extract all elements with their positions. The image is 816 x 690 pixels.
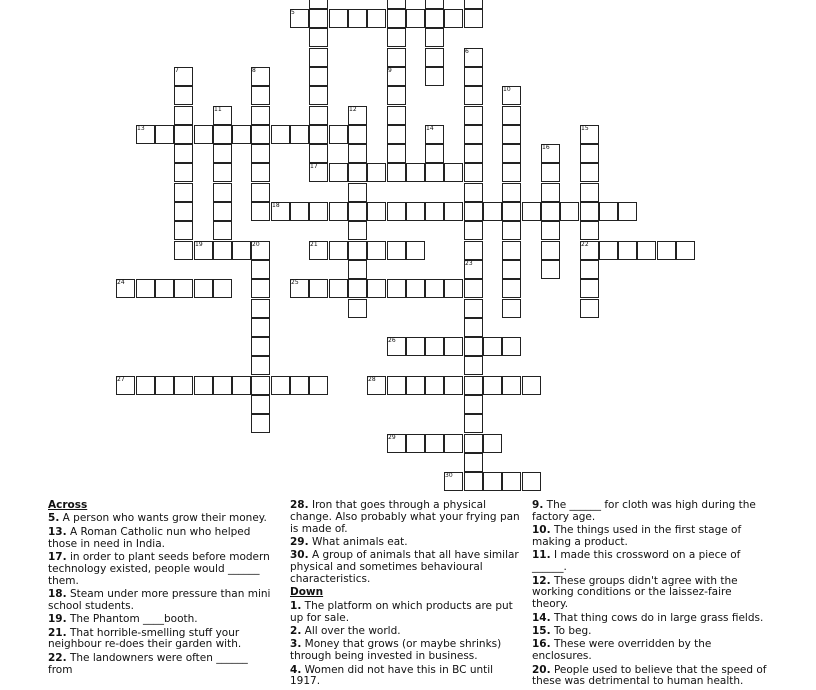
grid-cell[interactable] [425,144,444,163]
clue-down-12: 12. These groups didn't agree with the working conditions or the laissez-faire theory. [532,574,738,611]
grid-cell[interactable] [502,163,521,182]
grid-cell[interactable] [425,67,444,86]
grid-cell[interactable] [213,202,232,221]
grid-cell[interactable] [251,144,270,163]
grid-cell[interactable] [580,299,599,318]
grid-cell[interactable] [174,183,193,202]
across-heading: Across [48,499,88,511]
grid-cell[interactable] [251,260,270,279]
grid-cell[interactable] [213,144,232,163]
grid-cell[interactable] [251,376,270,395]
grid-cell[interactable] [502,183,521,202]
grid-number: 21 [310,241,318,248]
grid-cell[interactable] [329,125,348,144]
grid-cell[interactable] [580,183,599,202]
grid-cell[interactable] [502,125,521,144]
grid-cell[interactable] [174,144,193,163]
grid-number: 14 [426,125,434,132]
clue-down-3: 3. Money that grows (or maybe shrinks) through being invested in business. [290,638,502,663]
grid-cell[interactable] [580,221,599,240]
grid-number: 20 [252,241,260,248]
grid-cell[interactable] [387,9,406,28]
grid-cell[interactable] [387,163,406,182]
grid-cell[interactable] [213,183,232,202]
grid-cell[interactable] [309,86,328,105]
grid-cell[interactable] [251,86,270,105]
grid-cell[interactable] [464,86,483,105]
grid-cell[interactable] [348,221,367,240]
grid-cell[interactable] [251,106,270,125]
grid-cell[interactable] [464,395,483,414]
grid-cell[interactable] [309,67,328,86]
grid-cell[interactable] [464,67,483,86]
grid-cell[interactable] [502,299,521,318]
grid-cell[interactable] [464,163,483,182]
grid-cell[interactable] [483,434,502,453]
grid-cell[interactable] [502,279,521,298]
grid-cell[interactable] [502,376,521,395]
grid-cell[interactable] [657,241,676,260]
grid-cell[interactable] [348,183,367,202]
clue-down-15: 15. To beg. [532,624,592,637]
clue-across-18: 18. Steam under more pressure than mini school students. [48,587,271,612]
grid-cell[interactable] [174,202,193,221]
grid-cell[interactable] [213,376,232,395]
grid-cell[interactable] [618,241,637,260]
grid-cell[interactable] [367,163,386,182]
grid-number: 8 [252,67,256,74]
grid-cell[interactable] [502,472,521,491]
clue-across-5: 5. A person who wants grow their money. [48,512,267,525]
clue-down-10: 10. The things used in the first stage of making a product. [532,524,742,548]
grid-cell[interactable] [194,125,213,144]
grid-cell[interactable] [464,241,483,260]
grid-cell[interactable] [406,241,425,260]
grid-cell[interactable] [464,299,483,318]
grid-cell[interactable] [425,48,444,67]
grid-cell[interactable] [406,9,425,28]
grid-cell[interactable] [444,337,463,356]
grid-cell[interactable] [387,241,406,260]
grid-cell[interactable] [464,434,483,453]
grid-cell[interactable] [155,376,174,395]
grid-cell[interactable] [387,0,406,9]
grid-cell[interactable] [232,241,251,260]
grid-cell[interactable] [464,279,483,298]
grid-cell[interactable] [406,376,425,395]
grid-cell[interactable] [348,163,367,182]
grid-cell[interactable] [367,279,386,298]
grid-cell[interactable] [425,28,444,47]
grid-cell[interactable] [251,279,270,298]
grid-cell[interactable] [251,356,270,375]
grid-cell[interactable] [425,279,444,298]
clue-down-16: 16. These were overridden by the enclosures. [532,638,712,663]
grid-cell[interactable] [387,48,406,67]
grid-cell[interactable] [329,279,348,298]
grid-cell[interactable] [502,106,521,125]
grid-cell[interactable] [348,241,367,260]
grid-cell[interactable] [348,279,367,298]
grid-cell[interactable] [406,163,425,182]
grid-cell[interactable] [444,279,463,298]
grid-cell[interactable] [580,279,599,298]
grid-number: 16 [542,144,550,151]
grid-cell[interactable] [464,356,483,375]
grid-number: 30 [445,472,453,479]
grid-cell[interactable] [425,163,444,182]
grid-cell[interactable] [387,106,406,125]
grid-cell[interactable] [232,376,251,395]
grid-number: 22 [581,241,589,248]
grid-cell[interactable] [329,163,348,182]
grid-cell[interactable] [483,472,502,491]
grid-cell[interactable] [464,144,483,163]
grid-cell[interactable] [406,279,425,298]
grid-cell[interactable] [174,125,193,144]
grid-cell[interactable] [174,376,193,395]
grid-cell[interactable] [464,337,483,356]
grid-cell[interactable] [174,86,193,105]
grid-cell[interactable] [251,318,270,337]
clue-down-1: 1. The platform on which products are put up for sale. [290,599,513,624]
grid-cell[interactable] [155,279,174,298]
grid-cell[interactable] [541,183,560,202]
grid-cell[interactable] [464,0,483,9]
grid-cell[interactable] [580,144,599,163]
grid-cell[interactable] [194,376,213,395]
grid-cell[interactable] [387,279,406,298]
grid-cell[interactable] [251,163,270,182]
grid-cell[interactable] [599,202,618,221]
grid-cell[interactable] [541,202,560,221]
grid-cell[interactable] [290,376,309,395]
grid-number: 10 [503,86,511,93]
grid-cell[interactable] [329,9,348,28]
grid-number: 11 [214,106,222,113]
clue-down-14: 14. That thing cows do in large grass fields. [532,611,764,624]
grid-cell[interactable] [174,106,193,125]
grid-cell[interactable] [444,376,463,395]
grid-cell[interactable] [329,202,348,221]
grid-cell[interactable] [387,28,406,47]
grid-cell[interactable] [502,241,521,260]
grid-cell[interactable] [309,0,328,9]
grid-number: 24 [117,279,125,286]
grid-cell[interactable] [541,221,560,240]
grid-cell[interactable] [348,144,367,163]
grid-cell[interactable] [251,125,270,144]
grid-cell[interactable] [425,9,444,28]
grid-cell[interactable] [174,241,193,260]
grid-cell[interactable] [464,202,483,221]
grid-cell[interactable] [136,376,155,395]
clue-down-9: 9. The ______ for cloth was high during the factory age. [532,499,756,523]
grid-cell[interactable] [387,125,406,144]
grid-cell[interactable] [251,395,270,414]
grid-cell[interactable] [483,337,502,356]
grid-number: 12 [349,106,357,113]
grid-number: 19 [195,241,203,248]
grid-cell[interactable] [387,86,406,105]
grid-cell[interactable] [560,202,579,221]
clue-across-22: 22. The landowners were often ______ from [48,651,248,676]
clue-down-4: 4. Women did not have this in BC until 1917. [290,663,494,688]
grid-number: 13 [137,125,145,132]
grid-cell[interactable] [444,9,463,28]
grid-cell[interactable] [213,163,232,182]
grid-cell[interactable] [251,202,270,221]
clue-across-21: 21. That horrible-smelling stuff your neighbour re-does their garden with. [48,626,242,651]
grid-cell[interactable] [194,279,213,298]
clue-across-29: 29. What animals eat. [290,535,408,548]
grid-cell[interactable] [464,106,483,125]
grid-number: 26 [388,337,396,344]
grid-cell[interactable] [290,125,309,144]
grid-cell[interactable] [444,434,463,453]
clue-across-13: 13. A Roman Catholic nun who helped those in need in India. [48,525,251,550]
grid-number: 15 [581,125,589,132]
grid-number: 6 [465,48,469,55]
grid-cell[interactable] [406,434,425,453]
grid-number: 7 [175,67,179,74]
grid-number: 23 [465,260,473,267]
clue-across-19: 19. The Phantom ____booth. [48,613,198,626]
grid-cell[interactable] [502,260,521,279]
grid-cell[interactable] [580,163,599,182]
grid-cell[interactable] [309,144,328,163]
clue-across-28: 28. Iron that goes through a physical change. Also probably what your frying pan is made of. [290,499,520,535]
grid-cell[interactable] [464,472,483,491]
grid-cell[interactable] [483,376,502,395]
grid-cell[interactable] [309,106,328,125]
grid-cell[interactable] [502,202,521,221]
clue-across-17: 17. in order to plant seeds before modern technology existed, people would ______ them. [48,550,270,587]
grid-cell[interactable] [406,337,425,356]
grid-number: 29 [388,434,396,441]
grid-cell[interactable] [464,221,483,240]
grid-cell[interactable] [618,202,637,221]
grid-cell[interactable] [483,202,502,221]
grid-cell[interactable] [309,28,328,47]
grid-cell[interactable] [213,279,232,298]
grid-cell[interactable] [136,279,155,298]
grid-cell[interactable] [406,202,425,221]
grid-number: 25 [291,279,299,286]
grid-cell[interactable] [367,9,386,28]
grid-cell[interactable] [522,202,541,221]
grid-cell[interactable] [367,241,386,260]
down-heading: Down [290,586,324,599]
clue-down-20: 20. People used to believe that the speed of these was detrimental to human health. [532,663,767,688]
grid-cell[interactable] [599,241,618,260]
grid-cell[interactable] [348,202,367,221]
grid-cell[interactable] [502,337,521,356]
grid-cell[interactable] [502,221,521,240]
grid-cell[interactable] [348,260,367,279]
clue-down-2: 2. All over the world. [290,624,401,637]
clues-column-1 [48,500,274,678]
grid-cell[interactable] [174,221,193,240]
grid-cell[interactable] [348,125,367,144]
grid-cell[interactable] [541,260,560,279]
grid-cell[interactable] [174,163,193,182]
grid-number: 17 [310,163,318,170]
grid-cell[interactable] [329,241,348,260]
clue-across-30: 30. A group of animals that all have similar physical and sometimes behavioural characteristics. [290,549,519,585]
grid-cell[interactable] [425,434,444,453]
grid-cell[interactable] [271,125,290,144]
grid-number: 27 [117,376,125,383]
grid-cell[interactable] [541,241,560,260]
grid-cell[interactable] [367,202,386,221]
grid-cell[interactable] [309,125,328,144]
grid-cell[interactable] [425,0,444,9]
grid-cell[interactable] [348,9,367,28]
clues-column-3 [532,500,768,690]
grid-cell[interactable] [464,318,483,337]
grid-cell[interactable] [425,202,444,221]
grid-cell[interactable] [444,202,463,221]
grid-cell[interactable] [444,163,463,182]
grid-number: 9 [388,67,392,74]
grid-cell[interactable] [464,414,483,433]
grid-cell[interactable] [251,414,270,433]
grid-cell[interactable] [464,125,483,144]
grid-cell[interactable] [522,376,541,395]
grid-cell[interactable] [387,376,406,395]
grid-cell[interactable] [251,183,270,202]
grid-number: 28 [368,376,376,383]
grid-cell[interactable] [290,202,309,221]
grid-cell[interactable] [387,144,406,163]
grid-cell[interactable] [464,453,483,472]
grid-cell[interactable] [232,125,251,144]
grid-cell[interactable] [502,144,521,163]
grid-cell[interactable] [580,260,599,279]
grid-cell[interactable] [464,376,483,395]
grid-cell[interactable] [309,48,328,67]
grid-cell[interactable] [251,299,270,318]
grid-number: 18 [272,202,280,209]
grid-cell[interactable] [541,163,560,182]
grid-cell[interactable] [522,472,541,491]
grid-cell[interactable] [271,376,290,395]
grid-cell[interactable] [213,241,232,260]
grid-cell[interactable] [464,9,483,28]
grid-cell[interactable] [213,125,232,144]
grid-cell[interactable] [425,337,444,356]
grid-cell[interactable] [309,376,328,395]
grid-cell[interactable] [213,221,232,240]
grid-number: 5 [291,9,295,16]
grid-cell[interactable] [387,202,406,221]
grid-cell[interactable] [580,202,599,221]
grid-cell[interactable] [637,241,656,260]
clue-down-11: 11. I made this crossword on a piece of ______. [532,549,741,574]
grid-cell[interactable] [464,183,483,202]
grid-cell[interactable] [676,241,695,260]
grid-cell[interactable] [155,125,174,144]
grid-cell[interactable] [425,376,444,395]
grid-cell[interactable] [309,202,328,221]
clues-column-2 [290,500,526,690]
grid-cell[interactable] [309,279,328,298]
grid-cell[interactable] [348,299,367,318]
grid-cell[interactable] [174,279,193,298]
grid-cell[interactable] [309,9,328,28]
grid-cell[interactable] [251,337,270,356]
